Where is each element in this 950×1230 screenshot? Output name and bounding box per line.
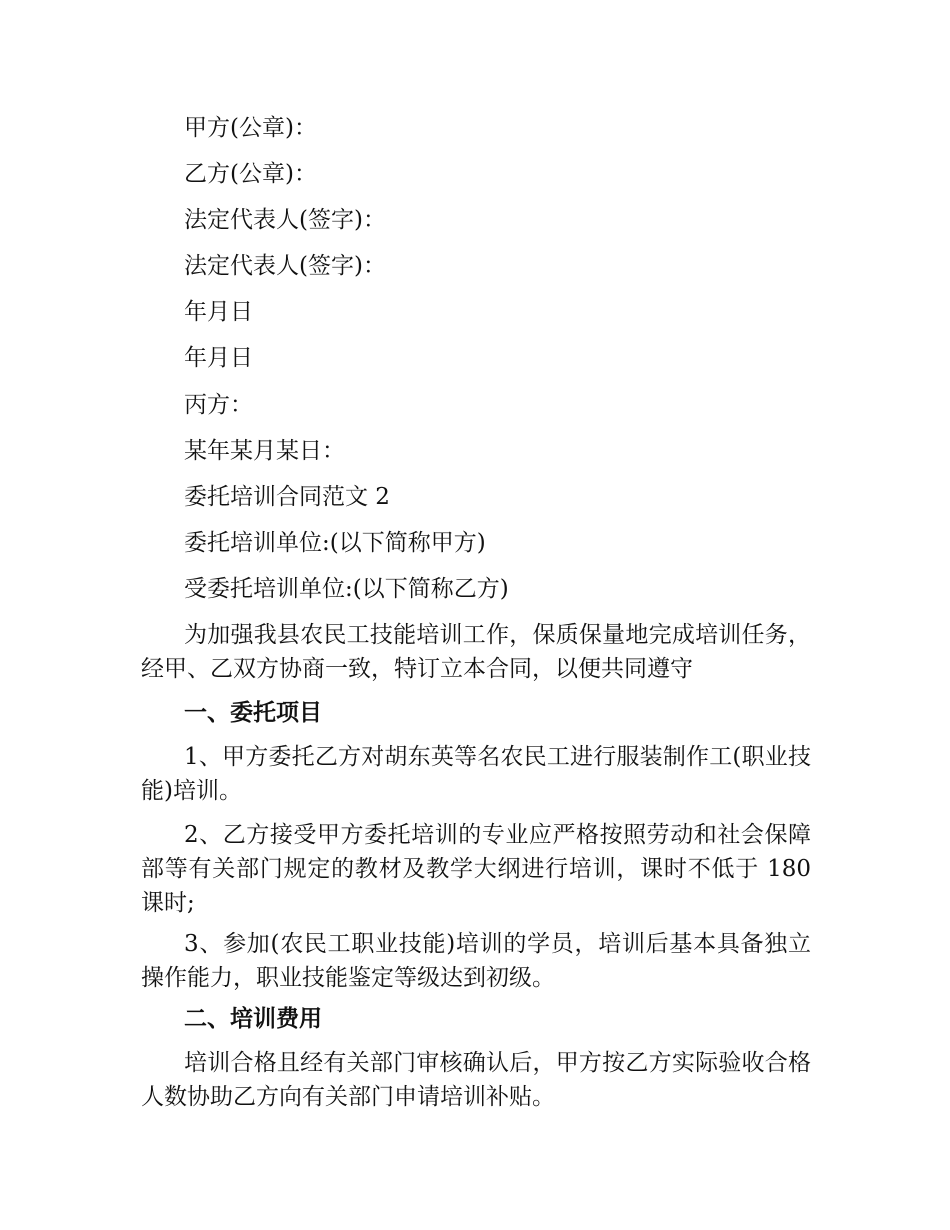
legal-rep-a-line: 法定代表人(签字)： [184, 207, 386, 233]
party-c-line: 丙方： [184, 392, 253, 418]
date-b-line: 年月日 [184, 345, 253, 371]
section-1-item-2: 2、乙方接受甲方委托培训的专业应严格按照劳动和社会保障部等有关部门规定的教材及教学大纲进行培训，课时不低于 180 课时; [141, 822, 811, 916]
date-a-line: 年月日 [184, 299, 253, 325]
date-c-line: 某年某月某日： [184, 438, 345, 464]
section-1-item-3: 3、参加(农民工职业技能)培训的学员，培训后基本具备独立操作能力，职业技能鉴定等级达到初级。 [141, 931, 811, 991]
entrusted-unit-line: 受委托培训单位:(以下简称乙方) [184, 576, 509, 602]
section-1-heading: 一、委托项目 [184, 700, 322, 726]
party-b-seal-line: 乙方(公章)： [184, 161, 317, 187]
entrusting-unit-line: 委托培训单位:(以下简称甲方) [184, 530, 486, 556]
section-2-heading: 二、培训费用 [184, 1006, 322, 1032]
section-1-item-1: 1、甲方委托乙方对胡东英等名农民工进行服装制作工(职业技能)培训。 [141, 744, 811, 804]
section-2-item-1: 培训合格且经有关部门审核确认后，甲方按乙方实际验收合格人数协助乙方向有关部门申请培训补贴。 [141, 1050, 811, 1110]
intro-paragraph: 为加强我县农民工技能培训工作，保质保量地完成培训任务，经甲、乙双方协商一致，特订立本合同，以便共同遵守 [141, 622, 811, 682]
party-a-seal-line: 甲方(公章)： [184, 115, 317, 141]
legal-rep-b-line: 法定代表人(签字)： [184, 253, 386, 279]
contract-title: 委托培训合同范文 2 [184, 484, 390, 510]
